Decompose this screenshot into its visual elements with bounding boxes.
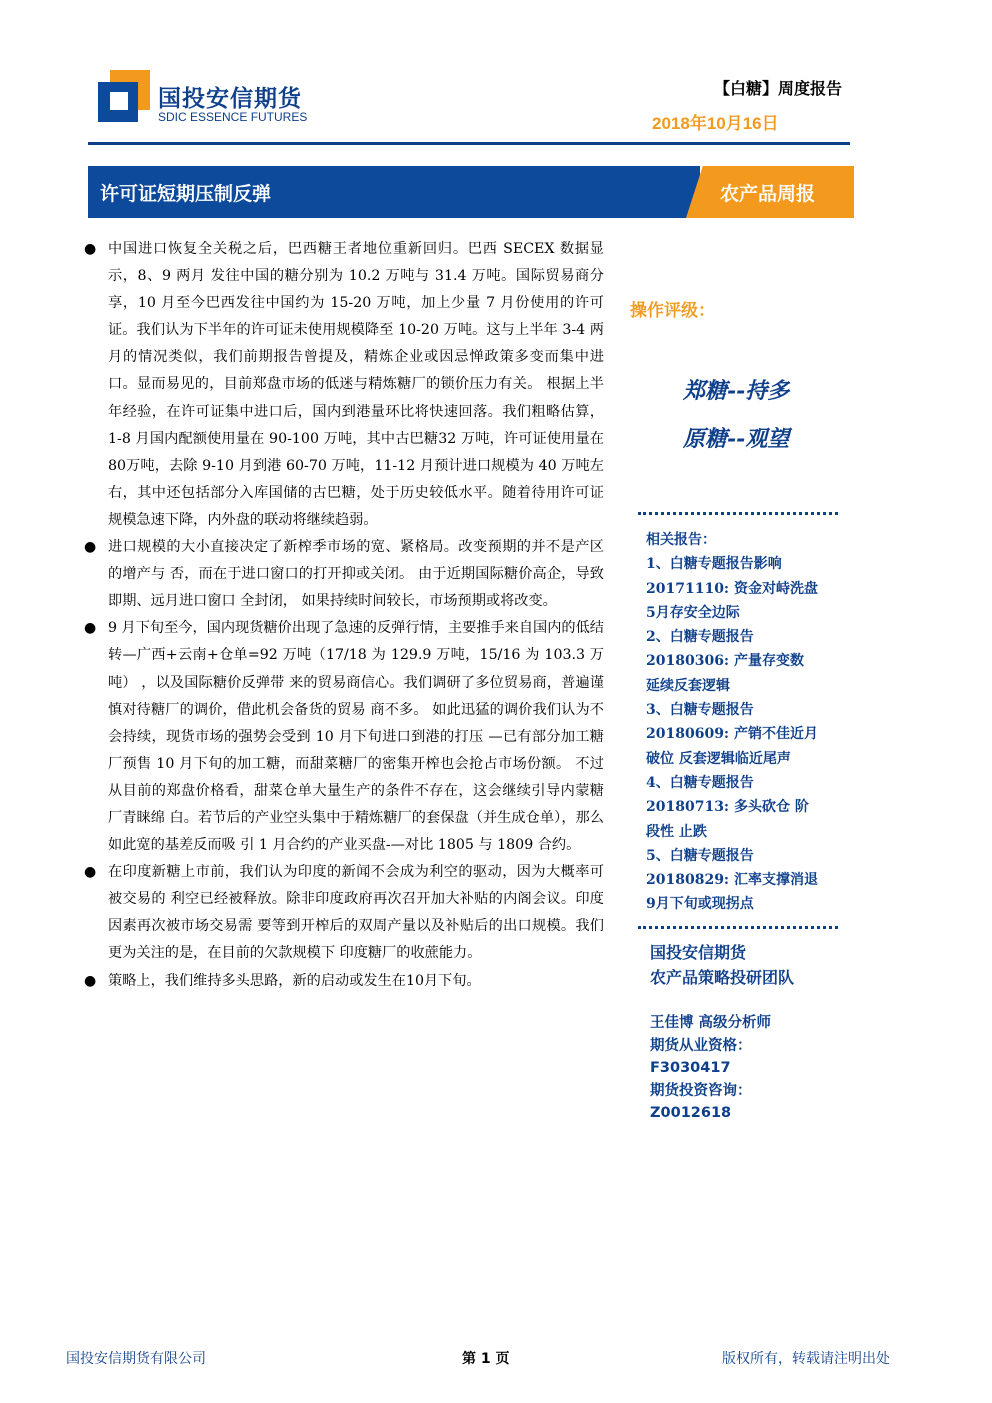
- related-line[interactable]: 20180829: 汇率支撑消退: [646, 872, 818, 889]
- brand-name-en: SDIC ESSENCE FUTURES: [158, 110, 308, 124]
- related-line[interactable]: 1、白糖专题报告影响: [646, 556, 782, 573]
- analyst-name: 王佳博 高级分析师: [650, 1015, 772, 1031]
- rating-raw-sugar: 原糖--观望: [683, 426, 790, 452]
- analyst-block: [650, 1012, 771, 1125]
- paragraph: ● 9 月下旬至今，国内现货糖价出现了急速的反弹行情，主要推手来自国内的低结转—广西+云南+仓单=92 万吨（17/18 为 129.9 万吨，15/16 为 103.3 万吨） ，以及国际糖价反弹带 来的贸易商信心。我们调研了多位贸易商，普遍谨慎对待糖厂的调价，借此机会备货的贸易 商不多。 如此迅猛的调价我们认为不会持续，现货市场的强势会受到 10 月下旬进口到港的打压 —已有部分加工糖厂预售 10 月下旬的加工糖，而甜菜糖厂的密集开榨也会抢占市场份额。 不过从目前的郑盘价格看，甜菜仓单大量生产的条件不存在，这会继续引导内蒙糖厂青睐绵 白。若节后的产业空头集中于精炼糖厂的套保盘（并生成仓单），那么如此宽的基差反而吸 引 1 月合约的产业买盘-—对比 1805 与 1809 合约。: [84, 615, 604, 859]
- bullet-icon: ●: [84, 539, 97, 556]
- bullet-icon: ●: [84, 241, 97, 257]
- related-line[interactable]: 20180609: 产销不佳近月: [646, 726, 818, 743]
- bullet-icon: ●: [84, 972, 97, 989]
- brand-name-cn: 国投安信期货: [158, 86, 302, 112]
- related-line[interactable]: 5月存安全边际: [646, 604, 740, 621]
- analyst-license-number: F3030417: [650, 1060, 731, 1076]
- related-title: 相关报告：: [646, 532, 716, 548]
- header-rule: [88, 142, 850, 145]
- paragraph: ● 策略上，我们维持多头思路，新的启动或发生在10月下旬。: [84, 968, 604, 995]
- footer-company: 国投安信期货有限公司: [66, 1351, 206, 1367]
- rating-zhengtang: 郑糖--持多: [683, 378, 790, 404]
- related-line[interactable]: 段性 止跌: [646, 823, 707, 840]
- bullet-icon: ●: [84, 620, 97, 637]
- analyst-advisory-number: Z0012618: [650, 1105, 732, 1121]
- related-reports: [646, 528, 846, 917]
- report-type: 【白糖】周度报告: [713, 79, 842, 98]
- related-line[interactable]: 延续反套逻辑: [646, 677, 730, 694]
- report-category: 农产品周报: [720, 183, 816, 205]
- related-line[interactable]: 20180713: 多头砍仓 阶: [646, 799, 809, 816]
- related-line[interactable]: 9月下旬或现拐点: [646, 896, 754, 913]
- paragraph: ● 进口规模的大小直接决定了新榨季市场的宽、紧格局。改变预期的并不是产区的增产与 否，而在于进口窗口的打开抑或关闭。 由于近期国际糖价高企，导致即期、远月进口窗口 全封闭， 如果持续时间较长，市场预期或将改变。: [84, 534, 604, 615]
- related-line[interactable]: 20171110: 资金对峙洗盘: [646, 580, 818, 597]
- divider-dotted: [638, 926, 838, 929]
- report-title: 许可证短期压制反弹: [100, 183, 272, 205]
- title-banner: [88, 166, 852, 218]
- divider-dotted: [638, 512, 838, 515]
- report-date: 2018年10月16日: [652, 114, 779, 133]
- paragraph: ● 在印度新糖上市前，我们认为印度的新闻不会成为利空的驱动，因为大概率可被交易的 利空已经被释放。除非印度政府再次召开加大补贴的内阁会议。印度因素再次被市场交易需 要等到开榨后的双周产量以及补贴后的出口规模。我们更为关注的是，在目前的欠款规模下 印度糖厂的收蔗能力。: [84, 859, 604, 967]
- paragraph: ● 中国进口恢复全关税之后，巴西糖王者地位重新回归。巴西 SECEX 数据显示，8、9 两月 发往中国的糖分别为 10.2 万吨与 31.4 万吨。国际贸易商分享，10 月至今巴西发往中国约为 15-20 万吨，加上少量 7 月份使用的许可证。我们认为下半年的许可证未使用规模降至 10-20 万吨。这与上半年 3-4 两月的情况类似，我们前期报告曾提及，精炼企业或因忌惮政策多变而集中进口。显而易见的，目前郑盘市场的低迷与精炼糖厂的锁价压力有关。 根据上半年经验，在许可证集中进口后，国内到港量环比将快速回落。我们粗略估算， 1-8 月国内配额使用量在 90-100 万吨，其中古巴糖32 万吨，许可证使用量在 80万吨，去除 9-10 月到港 60-70 万吨，11-12 月预计进口规模为 40 万吨左右，其中还包括部分入库国储的古巴糖，处于历史较低水平。随着待用许可证规模急速下降，内外盘的联动将继续趋弱。: [84, 236, 604, 534]
- footer-copyright: 版权所有，转载请注明出处: [722, 1351, 890, 1367]
- page-number: 第 1 页: [462, 1351, 510, 1367]
- related-line[interactable]: 5、白糖专题报告: [646, 847, 754, 864]
- related-line[interactable]: 破位 反套逻辑临近尾声: [646, 750, 791, 767]
- report-body: [84, 236, 604, 995]
- team-company: 国投安信期货: [650, 943, 747, 962]
- bullet-icon: ●: [84, 864, 97, 881]
- analyst-advisory-label: 期货投资咨询：: [650, 1082, 752, 1099]
- related-line[interactable]: 20180306: 产量存变数: [646, 653, 804, 670]
- related-line[interactable]: 2、白糖专题报告: [646, 629, 754, 646]
- team-name: 农产品策略投研团队: [650, 968, 795, 987]
- rating-label: 操作评级：: [630, 301, 715, 321]
- analyst-license-label: 期货从业资格：: [650, 1037, 752, 1054]
- team-block: [650, 940, 794, 990]
- related-line[interactable]: 4、白糖专题报告: [646, 774, 754, 791]
- related-line[interactable]: 3、白糖专题报告: [646, 702, 754, 719]
- company-logo: [98, 70, 150, 122]
